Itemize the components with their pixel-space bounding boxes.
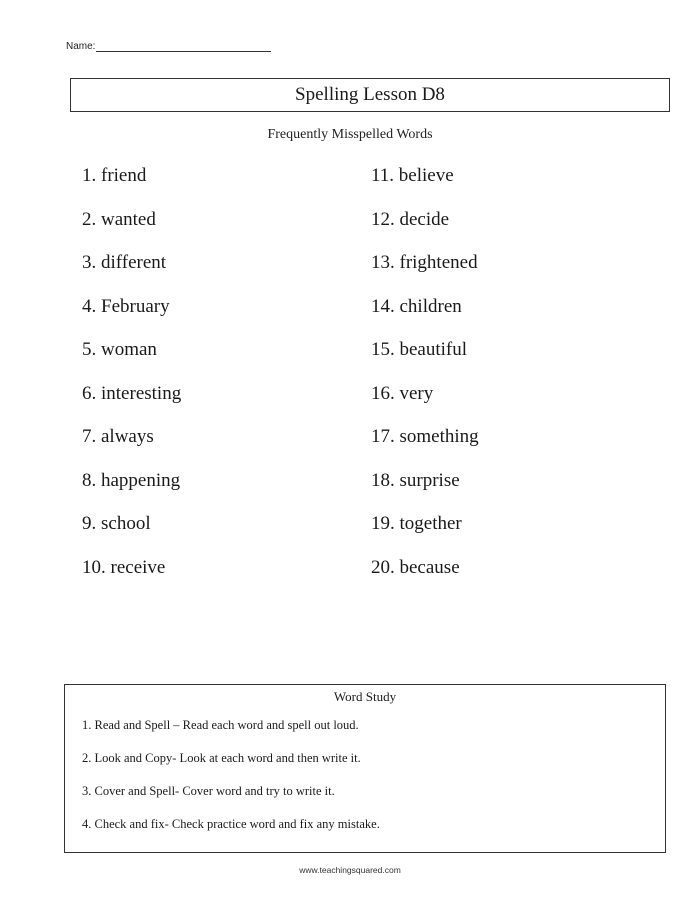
word-item: 16. very <box>371 382 434 404</box>
word-item: 4. February <box>82 295 170 317</box>
word-item: 18. surprise <box>371 469 460 491</box>
word-study-step: 1. Read and Spell – Read each word and spell out loud. <box>82 718 359 732</box>
word-item: 3. different <box>82 252 167 273</box>
word-item: 6. interesting <box>82 382 182 404</box>
word-item: 7. always <box>82 426 154 447</box>
word-study-box <box>64 684 666 853</box>
word-item: 13. frightened <box>371 252 478 273</box>
word-item: 12. decide <box>371 208 450 230</box>
footer-url: www.teachingsquared.com <box>299 865 401 875</box>
word-item: 5. woman <box>82 339 157 360</box>
word-study-steps <box>65 717 665 849</box>
word-item: 20. because <box>371 556 460 578</box>
name-blank-line <box>96 41 271 52</box>
word-item: 9. school <box>82 513 151 534</box>
word-item: 19. together <box>371 513 462 534</box>
word-item: 1. friend <box>82 165 147 186</box>
word-list-left <box>82 163 181 598</box>
word-study-step: 4. Check and fix- Check practice word and fix any mistake. <box>82 817 380 831</box>
word-item: 15. beautiful <box>371 339 468 360</box>
word-study-title: Word Study <box>333 689 397 704</box>
word-item: 8. happening <box>82 469 181 491</box>
word-study-step: 2. Look and Copy- Look at each word and then write it. <box>82 751 361 765</box>
name-field <box>66 41 271 52</box>
word-item: 14. children <box>371 295 462 317</box>
word-item: 2. wanted <box>82 208 156 230</box>
word-list-right <box>371 163 479 598</box>
lesson-title-box <box>70 78 670 112</box>
word-item: 11. believe <box>371 165 454 186</box>
lesson-title: Spelling Lesson D8 <box>295 84 445 105</box>
word-item: 10. receive <box>82 556 166 578</box>
name-label: Name: <box>66 41 96 52</box>
lesson-subtitle: Frequently Misspelled Words <box>267 127 433 142</box>
word-study-step: 3. Cover and Spell- Cover word and try to write it. <box>82 784 335 798</box>
word-item: 17. something <box>371 426 479 447</box>
